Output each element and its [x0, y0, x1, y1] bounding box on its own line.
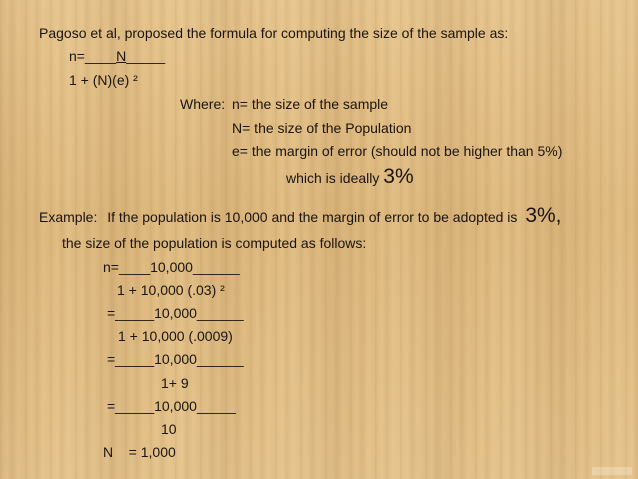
- formula-N: N: [116, 48, 127, 64]
- ideal-value: 3%: [383, 165, 414, 188]
- definition-N: N= the size of the Population: [232, 120, 412, 136]
- example-sentence-2: the size of the population is computed as follows:: [62, 235, 367, 251]
- step-3: =_____10,000______: [107, 305, 244, 321]
- example-line: [39, 204, 562, 227]
- watermark-logo: [592, 467, 632, 475]
- step-8: 10: [161, 421, 177, 437]
- step-5: =_____10,000______: [107, 351, 244, 367]
- example-label: Example:: [39, 209, 98, 225]
- step-9-result: N = 1,000: [103, 444, 176, 460]
- formula-denominator: 1 + (N)(e) ²: [69, 72, 138, 88]
- step-7: =_____10,000_____: [107, 398, 236, 414]
- definition-e: e= the margin of error (should not be higher than 5%): [232, 143, 563, 159]
- definition-n: n= the size of the sample: [232, 96, 389, 112]
- formula-n-label: n=: [69, 48, 85, 64]
- step-6: 1+ 9: [161, 375, 189, 391]
- ideal-text: which is ideally: [286, 170, 380, 186]
- formula-underline-right: _____: [126, 48, 166, 64]
- intro-text: Pagoso et al, proposed the formula for computing the size of the sample as:: [39, 25, 509, 41]
- example-margin: 3%,: [525, 204, 562, 227]
- formula-underline-left: ____: [84, 48, 117, 64]
- where-label: Where:: [180, 96, 226, 112]
- step-1: n=____10,000______: [103, 259, 240, 275]
- step-2: 1 + 10,000 (.03) ²: [117, 282, 225, 298]
- example-sentence: If the population is 10,000 and the margin of error to be adopted is: [107, 209, 518, 225]
- step-4: 1 + 10,000 (.0009): [118, 328, 233, 344]
- formula-numerator: [69, 47, 165, 65]
- ideal-line: [286, 165, 414, 188]
